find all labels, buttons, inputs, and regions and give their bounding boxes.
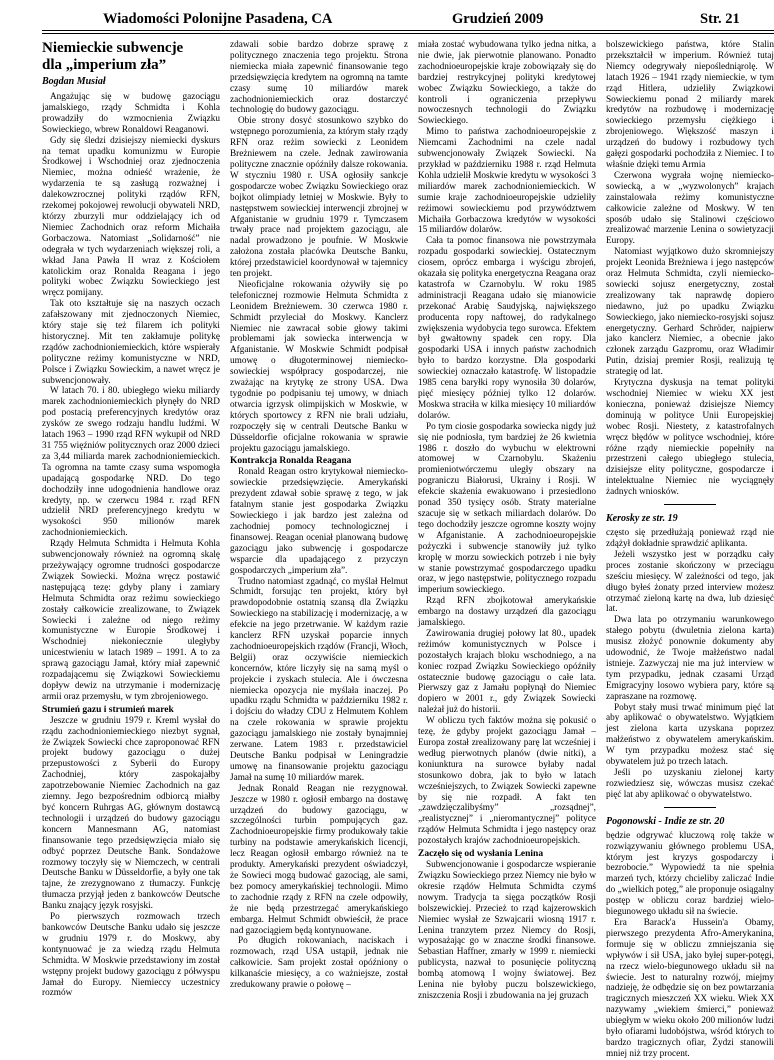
article-separator [664,504,716,505]
header-rule-bottom [42,33,774,34]
paragraph: Czerwona wygrała wojnę niemiecko-sowiecką, a w „wyzwolonych” krajach zainstalowała reżimy komunistyczne całkowicie zależne od Moskwy. W ten sposób udało się Stalinowi częściowo zrealizować marzenie Lenina o sowietyzacji Europy. [606,170,774,247]
paragraph: Zawirowania drugiej połowy lat 80., upadek reżimów komunistycznych w Polsce i pozostałych krajach bloku wschodniego, a na koniec rozpad Związku Sowieckiego opóźniły ostatecznie budowę gazociągu o całe lata. Pierwszy gaz z Jamału popłynął do Niemiec dopiero w 2001 r., gdy Związek Sowiecki należał już do historii. [418,628,596,716]
paragraph: Ronald Reagan ostro krytykował niemiecko-sowieckie przedsięwzięcie. Amerykański prezydent zdawał sobie sprawę z tego, w jak fatalnym stanie jest gospodarka Związku Sowieckiego i jak bardzo jest zależna od zachodniej pomocy technologicznej i finansowej. Reagan oceniał planowaną budowę gazociągu jako subwencję i gospodarcze wsparcie dla upadającego z przyczyn gospodarczych „imperium zła”. [230,467,408,576]
subheading: Strumień gazu i strumień marek [42,704,174,715]
newspaper-title: Wiadomości Polonijne Pasadena, CA [103,11,333,27]
paragraph: Po długich rokowaniach, naciskach i rozmowach, rząd USA ustąpił, jednak nie całkowicie. Sam projekt został opóźniony o kilkanaście miesięcy, a co ważniejsze, został zredukowany prawie o połowę – [230,936,408,991]
paragraph: Trudno natomiast zgadnąć, co myślał Helmut Schmidt, forsując ten projekt, który był prawdopodobnie ostatnią szansą dla Związku Sowieckiego na stabilizację i modernizację, a w efekcie na jego przetrwanie. W każdym razie kanclerz RFN uzyskał poparcie innych zachodnioeuropejskich rządów (Francji, Włoch, Belgii) oraz oczywiście niemieckich koncernów, które liczyły się na samą myśl o projekcie i zyskach stulecia. Ale i ówczesna niemiecka opozycja nie myślała inaczej. Po upadku rządu Schmidta w październiku 1982 r. i dojściu do władzy CDU z Helmutem Kohlem na czele rokowania w sprawie projektu gazociągu jamalskiego nie zostały bynajmniej zerwane. Latem 1983 r. przedstawiciel Deutsche Banku podpisał w Leningradzie umowę na finansowanie projektu gazociągu Jamał na sumę 10 miliardów marek. [230,576,408,783]
page-number: Str. 21 [700,11,740,27]
paragraph: Gdy się śledzi dzisiejszy niemiecki dyskurs na temat upadku komunizmu w Europie Środkowej i Wschodniej oraz zjednoczenia Niemiec, można odnieść wrażenie, że wydarzenia te są zasługą rozważnej i dalekowzrocznej polityki rządów RFN, rzekomej pokojowej rewolucji obywateli NRD, którzy zburzyli mur oddzielający ich od Niemiec Zachodnich oraz reform Michaiła Gorbaczowa. Natomiast „Solidarność” nie odegrała w tych wydarzeniach większej roli, a wkład Jana Pawła II wraz z Kościołem katolickim oraz Ronalda Reagana i jego polityki wobec Związku Sowieckiego jest wręcz pomijany. [42,135,220,299]
paragraph: Obie strony dosyć stosunkowo szybko do wstępnego porozumienia, za którym stały rządy RFN oraz reżim sowiecki z Leonidem Breżniewem na czele. Jednak zawirowania polityczne znacznie opóźniły dalsze rokowania. W styczniu 1980 r. USA ogłosiły sankcje gospodarcze wobec Związku Sowieckiego oraz bojkot olimpiady letniej w Moskwie. Były to następstwem sowieckiej interwencji zbrojnej w Afganistanie w grudniu 1979 r. Tymczasem trwały prace nad projektem gazociągu, ale nadal prowadzono je poufnie. W Moskwie założona została placówka Deutsche Banku, której przedstawiciel koordynował w tajemnicy ten projekt. [230,116,408,280]
article-author: Bogdan Musiał [42,76,106,87]
article-separator [664,807,716,808]
subheading: Zaczęło się od wysłania Lenina [418,849,544,860]
paragraph: W obliczu tych faktów można się pokusić o tezę, że gdyby projekt gazociągu Jamał – Europa został zrealizowany parę lat wcześniej i według pierwotnych planów (dwie nitki), a koniunktura na surowce byłaby nadal stosunkowo dobra, jak to było w latach wcześniejszych, to Związek Sowiecki zapewne by się nie rozpadł. A fakt ten „zawdzięczalibyśmy” „rozsądnej”, „realistycznej” i „nieromantycznej” polityce rządów Helmuta Schmidta i jego następcy oraz pozostałych krajów zachodnioeuropejskich. [418,716,596,847]
paragraph: Jeszcze w grudniu 1979 r. Kreml wysłał do rządu zachodnioniemieckiego niezbyt sygnał, że Związek Sowiecki chce zaproponować RFN projekt budowy gazociągu o dużej przepustowości z Syberii do Europy Zachodniej, który zaspokajałby zapotrzebowanie Niemiec Zachodnich na gaz ziemny. Jego bezpośrednim odbiorcą miałby być koncern Ruhrgas AG, głównym dostawcą technologii i urządzeń do budowy gazociągu koncern Mannesmann AG, natomiast finansowanie tego przedsięwzięcia miało się odbyć poprzez Deutsche Bank. Sondażowe rozmowy toczyły się w Niemczech, w centrali Deutsche Banku w Düsseldorfie, a były one tak tajne, że zrezygnowano z tłumaczy. Funkcję tłumacza przyjął jeden z bankowców Deutsche Banku znający język rosyjski. [42,715,220,912]
paragraph: Po tym ciosie gospodarka sowiecka nigdy już się nie podniosła, tym bardziej że 26 kwietnia 1986 r. doszło do wybuchu w elektrowni atomowej w Czarnobylu. Skażeniu promieniotwórczemu uległy obszary na pograniczu Białorusi, Ukrainy i Rosji. W efekcie skażenia ewakuowano i przesiedlono ponad 350 tysięcy osób. Straty materialne szacuje się w setkach miliardach dolarów. Do tego dochodziły jeszcze ogromne koszty wojny w Afganistanie. A zachodnioeuropejskie pożyczki i subwencje stanowiły już tylko kroplę w morzu sowieckich potrzeb i nie były w stanie powstrzymać gospodarczego upadku oraz, w jego następstwie, politycznego rozpadu imperium sowieckiego. [418,421,596,596]
paragraph: często się przedłużają ponieważ rząd nie zdążył dokładnie sprawdzić aplikanta. [606,528,774,549]
paragraph: Po pierwszych rozmowach trzech bankowców Deutsche Banku udało się jeszcze w grudniu 1979 r. do Moskwy, aby kontynuować je za wiedzą rządu Helmuta Schmidta. W Moskwie przedstawiony im został wstępny projekt budowy gazociągu z półwyspu Jamał do Europy. Niemieccy uczestnicy rozmów [42,912,220,999]
paragraph: Nieoficjalne rokowania ożywiły się po telefonicznej rozmowie Helmuta Schmidta z Leonidem Breżniewem. 30 czerwca 1980 r. Schmidt przyleciał do Moskwy. Kanclerz Niemiec nie zawracał sobie głowy takimi problemami jak sowiecka interwencja w Afganistanie. W Moskwie Schmidt podpisał umowę o długoterminowej niemiecko-sowieckiej współpracy gospodarczej, nie zważając na krytykę ze strony USA. Dwa tygodnie po podpisaniu tej umowy, w dniach otwarcia igrzysk olimpijskich w Moskwie, w których sportowcy z RFN nie brali udziału, rozpoczęły się w centrali Deutsche Banku w Düsseldorfie oficjalne rokowania w sprawie projektu gazociągu jamalskiego. [230,279,408,454]
header-rule-top [42,30,774,31]
paragraph: Angażując się w budowę gazociągu jamalskiego, rządy Schmidta i Kohla prowadziły do wzmocnienia Związku Sowieckiego, wbrew Ronaldowi Reaganowi. [42,92,220,135]
paragraph: bolszewickiego państwa, które Stalin przekształcił w imperium. Również tutaj Niemcy odegrywały niepośledniąrolę. W latach 1926 – 1941 rządy niemieckie, w tym rząd Hitlera, udzieliły Związkowi Sowieckiemu ponad 2 miliardy marek kredytów na rozbudowę i modernizację sowieckiego przemysłu ciężkiego i zbrojeniowego. Większość maszyn i urządzeń do budowy i rozbudowy tych gałęzi gospodarki pochodziła z Niemiec. I to właśnie dzięki temu Armia [606,40,774,170]
column-2 [230,40,408,991]
paragraph: Tak oto kształtuje się na naszych oczach zafałszowany mit zjednoczonych Niemiec, który staje się też filarem ich polityki historycznej. Mit ten zakłamuje politykę rządów zachodnioniemieckich, które wspierały polityczne reżimy komunistyczne w NRD, Polsce i Związku Sowieckim, a nawet wręcz je subwencjonowały. [42,299,220,386]
paragraph: Jednak Ronald Reagan nie rezygnował. Jeszcze w 1980 r. ogłosił embargo na dostawę urządzeń do budowy gazociągu, w szczególności turbin pompujących gaz. Zachodnioeuropejskie firmy produkowały takie turbiny na podstawie amerykańskich licencji, lecz Reagan ogłosił embargo również na te produkty. Amerykański prezydent oświadczył, że Sowieci mogą budować gazociąg, ale sami, bez pomocy amerykańskiej technologii. Mimo to zachodnie rządy z RFN na czele odpowiły, że nie będą przestrzegać amerykańskiego embarga. Helmut Schmidt obwieścił, że prace nad gazociągiem będą kontynuowane. [230,783,408,936]
paragraph: W latach 70. i 80. ubiegłego wieku miliardy marek zachodnioniemieckich płynęły do NRD pod postacią preferencyjnych kredytów oraz zysków ze swego rodzaju handlu ludźmi. W latach 1963 – 1990 rząd RFN wykupił od NRD 31 755 więźniów politycznych oraz 2000 dzieci za 3,44 miliarda marek zachodnioniemieckich. Ta ogromna na tamte czasy suma wspomogła upadającą gospodarkę NRD. Do tego dochodziły inne udogodnienia handlowe oraz kredyty, np. w czerwcu 1984 r. rząd RFN udzielił NRD preferencyjnego kredytu w wysokości 950 milionów marek zachodnioniemieckich. [42,386,220,539]
paragraph: Krytyczna dyskusja na temat polityki wschodniej Niemiec w wieku XX jest konieczna, ponieważ dzisiejsze Niemcy dominują w polityce Unii Europejskiej wobec Rosji. Niestety, z katastrofalnych wręcz błędów w polityce wschodniej, które różne rządy niemieckie popełniły na przestrzeni całego ubiegłego stulecia, dzisiejsze elity polityczne, gospodarcze i intelektualne Niemiec nie wyciągnęły żadnych wniosków. [606,378,774,498]
column-1 [42,40,220,999]
paragraph: Subwencjonowanie i gospodarcze wspieranie Związku Sowieckiego przez Niemcy nie było w okresie rządów Helmuta Schmidta czymś nowym. Tradycja ta sięga początków Rosji bolszewickiej. Przecież to rząd kajzerowskich Niemiec wysłał ze Szwajcarii wiosną 1917 r. Lenina tranzytem przez Niemcy do Rosji, wyposażając go w znaczne środki finansowe. Sebastian Haffner, zmarły w 1999 r. niemiecki publicysta, nazwał to posunięcie polityczną bombą atomową I wojny światowej. Bez Lenina nie byłoby puczu bolszewickiego, zniszczenia Rosji i zbudowania na jej gruzach [418,860,596,1001]
page-header [0,0,768,30]
subheading: Kontrakcja Ronalda Reagana [230,456,352,467]
paragraph: Rząd RFN zbojkotował amerykańskie embargo na dostawy urządzeń dla gazociągu jamalskiego. [418,596,596,629]
paragraph: będzie odgrywać kluczową rolę także w rozwiązywaniu głównego problemu USA, którym jest kryzys gospodarczy i bezrobocie.” Wypowiedź ta nie spełnia marzeń tych, którzy chcieliby zaliczać Indie do „wielkich potęg,” ale proponuje osiągalny postęp w obliczu coraz bardziej wielo-biegunowego układu sił na świecie. [606,830,774,918]
paragraph: Jeśli po uzyskaniu zielonej karty rozwiedziesz się, wówczas musisz czekać pięć lat aby aplikować o obywatelstwo. [606,768,774,800]
column-3 [418,40,596,1001]
paragraph: Rządy Helmuta Schmidta i Helmuta Kohla subwencjonowały również na ogromną skalę przeżywający ogromne trudności gospodarcze Związek Sowiecki. Można wręcz postawić następującą tezę: gdyby plany i zamiary Helmuta Schmidta oraz reżimu sowieckiego zostały całkowicie zrealizowane, to Związek Sowiecki i zależne od niego reżimy komunistyczne w Europie Środkowej i Wschodniej niekoniecznie uległyby unicestwieniu w latach 1989 – 1991. A to za sprawą gazociągu Jamał, który miał zapewnić rozpadającemu się Związkowi Sowieckiemu dopływ dewiz na utrzymanie i modernizację armii oraz przemysłu, w tym zbrojeniowego. [42,539,220,702]
article-title-line-2: dla „imperium zła” [42,57,167,73]
paragraph: Cała ta pomoc finansowa nie powstrzymała rozpadu gospodarki sowieckiej. Ostatecznym ciosem, oprócz embarga i wyścigu zbrojeń, okazała się polityka energetyczna Reagana oraz katastrofa w Czarnobylu. W roku 1985 administracji Reagana udało się mianowicie przekonać Arabię Saudyjską, największego producenta ropy naftowej, do radykalnego zwiększenia wydobycia tego surowca. Efektem był gwałtowny spadek cen ropy. Dla gospodarki USA i innych państw zachodnich było to bardzo korzystne. Dla gospodarki sowieckiej oznaczało katastrofę. W listopadzie 1985 cena baryłki ropy wynosiła 30 dolarów, pięć miesięcy później tylko 12 dolarów. Moskwa straciła w kilka miesięcy 10 miliardów dolarów. [418,236,596,421]
article-title-line-1: Niemieckie subwencje [42,40,184,56]
paragraph: Mimo to państwa zachodnioeuropejskie z Niemcami Zachodnimi na czele nadal subwencjonowały Związek Sowiecki. Na przykład w październiku 1988 r. rząd Helmuta Kohla udzielił Moskwie kredytu w wysokości 3 miliardów marek zachodnioniemieckich. W sumie kraje zachodnioeuropejskie udzieliły reżimowi sowieckiemu pod przywództwem Michaiła Gorbaczowa kredytów w wysokości 15 miliardów dolarów. [418,127,596,236]
paragraph: miała zostać wybudowana tylko jedna nitka, a nie dwie, jak pierwotnie planowano. Ponadto zachodnioeuropejskie kraje zobowiązały się do bardziej restrykcyjnej polityki kredytowej wobec Związku Sowieckiego, a także do kontroli i ograniczenia przepływu nowoczesnych technologii do Związku Sowieckiego. [418,40,596,127]
paragraph: Jeżeli wszystko jest w porządku cały proces zostanie skończony w przeciągu sześciu miesięcy. W zależności od tego, jak długo byłeś żonaty przed interview możesz otrzymać zieloną kartę na dwa, lub dziesięć lat. [606,549,774,615]
paragraph: Natomiast wyjątkowo dużo skromniejszy projekt Leonida Breżniewa i jego następców oraz Helmuta Schmidta, czyli niemiecko-sowiecki sojusz energetyczny, został zrealizowany tak naprawdę dopiero niedawno, już po upadku Związku Sowieckiego, jako niemiecko-rosyjski sojusz energetyczny. Gerhard Schröder, najpierw jako kanclerz Niemiec, a obecnie jako członek zarządu Gazpromu, oraz Władimir Putin, dzisiaj premier Rosji, realizują tę strategię od lat. [606,247,774,378]
paragraph: Era Barack'a Hussein'a Obamy, pierwszego prezydenta Afro-Amerykanina, formuje się w obliczu zmniejszania się wpływów i sił USA, jako byłej super-potęgi, na rzecz wielo-biegunowego układu sił na świecie. Jest to naturalny rozwój, miejmy nadzieję, że odbędzie się on bez powtarzania tragicznych mieszczeń XX wieku. Wiek XX nazywamy „wiekiem śmierci,” ponieważ ubiegłym w wieku około 200 milionów ludzi było ofiarami ludobójstwa, wśród których to bardzo tragicznych ofiar, Żydzi stanowili mniej niż trzy procent. [606,917,774,1059]
paragraph: Pobyt stały musi trwać minimum pięć lat aby aplikować o obywatelstwo. Wyjątkiem jest zielona karta uzyskana poprzez małżeństwo z obywatelem amerykańskim. W tym przypadku możesz stać się obywatelem już po trzech latach. [606,702,774,768]
issue-date: Grudzień 2009 [452,11,544,27]
paragraph: Dwa lata po otrzymaniu warunkowego stałego pobytu (dwuletnia zielona karta) musisz złożyć ponownie dokumenty aby udowodnić, że Twoje małżeństwo nadal istnieje. Zazwyczaj nie ma już interview w tym przypadku, jednak czasami Urząd Emigracyjny losowo wybiera pary, które są zapraszane na rozmowę. [606,615,774,702]
article-2-title: Kerosky ze str. 19 [606,513,678,525]
paragraph: zdawali sobie bardzo dobrze sprawę z politycznego znaczenia tego projektu. Strona niemiecka miała zapewnić finansowanie tego przedsięwzięcia kredytem na ogromną na tamte czasy sumę 10 miliardów marek zachodnioniemieckich oraz dostarczyć technologię do budowy gazociągu. [230,40,408,116]
column-4 [606,40,774,1059]
article-3-title: Pogonowski - Indie ze str. 20 [606,815,725,827]
